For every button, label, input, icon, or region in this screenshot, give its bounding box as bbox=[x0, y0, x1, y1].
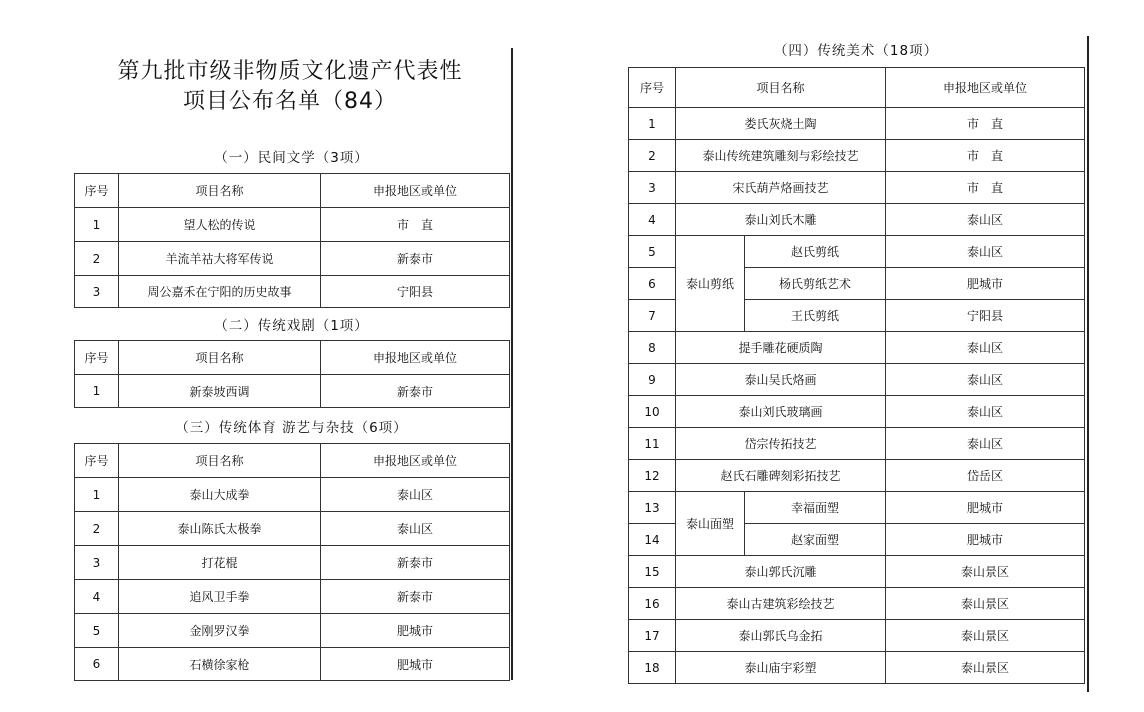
cell-no: 16 bbox=[629, 588, 676, 620]
cell-no: 9 bbox=[629, 364, 676, 396]
cell-unit: 肥城市 bbox=[886, 524, 1085, 556]
cell-unit: 肥城市 bbox=[321, 614, 510, 648]
cell-name: 石横徐家枪 bbox=[119, 648, 321, 681]
cell-unit: 泰山景区 bbox=[886, 652, 1085, 684]
table-row bbox=[629, 236, 1085, 268]
table-header-row bbox=[75, 444, 510, 478]
cell-no: 14 bbox=[629, 524, 676, 556]
cell-unit: 泰山区 bbox=[321, 478, 510, 512]
cell-no: 8 bbox=[629, 332, 676, 364]
cell-name: 泰山大成拳 bbox=[119, 478, 321, 512]
cell-name: 岱宗传拓技艺 bbox=[676, 428, 886, 460]
header-no: 序号 bbox=[75, 174, 119, 208]
table-header-row bbox=[75, 341, 510, 375]
cell-unit: 岱岳区 bbox=[886, 460, 1085, 492]
cell-no: 5 bbox=[629, 236, 676, 268]
header-no: 序号 bbox=[629, 68, 676, 108]
header-name: 项目名称 bbox=[119, 341, 321, 375]
cell-no: 12 bbox=[629, 460, 676, 492]
cell-group-dough-figure: 泰山面塑 bbox=[676, 492, 745, 556]
cell-no: 1 bbox=[75, 478, 119, 512]
cell-no: 1 bbox=[629, 108, 676, 140]
cell-name: 周公嘉禾在宁阳的历史故事 bbox=[119, 276, 321, 308]
cell-name: 王氏剪纸 bbox=[745, 300, 886, 332]
cell-unit: 泰山区 bbox=[886, 236, 1085, 268]
table-row bbox=[75, 208, 510, 242]
cell-name: 泰山陈氏太极拳 bbox=[119, 512, 321, 546]
cell-unit: 新泰市 bbox=[321, 580, 510, 614]
table-row bbox=[75, 580, 510, 614]
table-row bbox=[75, 546, 510, 580]
table-header-row bbox=[75, 174, 510, 208]
cell-unit: 泰山景区 bbox=[886, 620, 1085, 652]
cell-name: 羊流羊祜大将军传说 bbox=[119, 242, 321, 276]
cell-name: 赵氏剪纸 bbox=[745, 236, 886, 268]
cell-no: 4 bbox=[629, 204, 676, 236]
left-column-rule bbox=[511, 48, 513, 680]
table-row bbox=[629, 588, 1085, 620]
header-name: 项目名称 bbox=[119, 174, 321, 208]
table-row bbox=[629, 652, 1085, 684]
table-row bbox=[629, 396, 1085, 428]
page-title-line2: 项目公布名单（84） bbox=[183, 89, 397, 114]
cell-no: 5 bbox=[75, 614, 119, 648]
cell-unit: 泰山区 bbox=[886, 204, 1085, 236]
cell-unit: 新泰市 bbox=[321, 375, 510, 408]
header-no: 序号 bbox=[75, 341, 119, 375]
cell-unit: 肥城市 bbox=[321, 648, 510, 681]
cell-group-papercut: 泰山剪纸 bbox=[676, 236, 745, 332]
cell-name: 赵家面塑 bbox=[745, 524, 886, 556]
table-header-row bbox=[629, 68, 1085, 108]
cell-name: 杨氏剪纸艺术 bbox=[745, 268, 886, 300]
cell-unit: 肥城市 bbox=[886, 492, 1085, 524]
cell-no: 18 bbox=[629, 652, 676, 684]
cell-no: 17 bbox=[629, 620, 676, 652]
cell-unit: 泰山区 bbox=[886, 332, 1085, 364]
cell-unit: 肥城市 bbox=[886, 268, 1085, 300]
cell-unit: 市 直 bbox=[886, 108, 1085, 140]
cell-unit: 泰山区 bbox=[886, 396, 1085, 428]
table-row bbox=[75, 375, 510, 408]
header-name: 项目名称 bbox=[119, 444, 321, 478]
cell-name: 泰山郭氏沉雕 bbox=[676, 556, 886, 588]
cell-name: 泰山古建筑彩绘技艺 bbox=[676, 588, 886, 620]
table-row bbox=[629, 364, 1085, 396]
table-row bbox=[629, 460, 1085, 492]
cell-name: 泰山吴氏烙画 bbox=[676, 364, 886, 396]
table-row bbox=[629, 172, 1085, 204]
cell-no: 1 bbox=[75, 375, 119, 408]
cell-name: 赵氏石雕碑刻彩拓技艺 bbox=[676, 460, 886, 492]
cell-no: 3 bbox=[75, 546, 119, 580]
cell-unit: 新泰市 bbox=[321, 546, 510, 580]
table-row bbox=[629, 108, 1085, 140]
header-name: 项目名称 bbox=[676, 68, 886, 108]
table-row bbox=[75, 242, 510, 276]
cell-no: 7 bbox=[629, 300, 676, 332]
header-unit: 申报地区或单位 bbox=[886, 68, 1085, 108]
table-row bbox=[75, 478, 510, 512]
table-row bbox=[75, 648, 510, 681]
cell-no: 15 bbox=[629, 556, 676, 588]
cell-no: 13 bbox=[629, 492, 676, 524]
cell-no: 2 bbox=[75, 512, 119, 546]
page-title-line1: 第九批市级非物质文化遗产代表性 bbox=[117, 59, 463, 84]
table-folk-literature bbox=[74, 173, 510, 308]
section-heading-sports-games: （三）传统体育 游艺与杂技（6项） bbox=[175, 420, 408, 436]
table-row bbox=[629, 492, 1085, 524]
cell-name: 幸福面塑 bbox=[745, 492, 886, 524]
table-row bbox=[629, 620, 1085, 652]
cell-no: 4 bbox=[75, 580, 119, 614]
table-row bbox=[629, 204, 1085, 236]
header-unit: 申报地区或单位 bbox=[321, 341, 510, 375]
cell-unit: 宁阳县 bbox=[886, 300, 1085, 332]
header-no: 序号 bbox=[75, 444, 119, 478]
table-row bbox=[75, 614, 510, 648]
cell-unit: 泰山区 bbox=[886, 428, 1085, 460]
cell-unit: 泰山区 bbox=[886, 364, 1085, 396]
cell-no: 2 bbox=[629, 140, 676, 172]
cell-name: 娄氏灰烧土陶 bbox=[676, 108, 886, 140]
table-row bbox=[629, 556, 1085, 588]
cell-unit: 宁阳县 bbox=[321, 276, 510, 308]
table-row bbox=[75, 512, 510, 546]
cell-name: 金刚罗汉拳 bbox=[119, 614, 321, 648]
table-traditional-art bbox=[628, 67, 1085, 684]
section-heading-traditional-art: （四）传统美术（18项） bbox=[773, 43, 939, 59]
table-traditional-drama bbox=[74, 340, 510, 408]
cell-name: 泰山庙宇彩塑 bbox=[676, 652, 886, 684]
cell-name: 新泰坡西调 bbox=[119, 375, 321, 408]
cell-no: 3 bbox=[75, 276, 119, 308]
table-sports-games bbox=[74, 443, 510, 681]
cell-no: 10 bbox=[629, 396, 676, 428]
header-unit: 申报地区或单位 bbox=[321, 174, 510, 208]
cell-no: 11 bbox=[629, 428, 676, 460]
right-column-rule bbox=[1087, 36, 1089, 692]
cell-unit: 市 直 bbox=[886, 140, 1085, 172]
section-heading-folk-literature: （一）民间文学（3项） bbox=[214, 150, 369, 166]
table-row bbox=[75, 276, 510, 308]
cell-name: 宋氏葫芦烙画技艺 bbox=[676, 172, 886, 204]
section-heading-traditional-drama: （二）传统戏剧（1项） bbox=[214, 318, 369, 334]
cell-no: 6 bbox=[75, 648, 119, 681]
table-row bbox=[629, 332, 1085, 364]
cell-unit: 市 直 bbox=[886, 172, 1085, 204]
table-row bbox=[629, 428, 1085, 460]
header-unit: 申报地区或单位 bbox=[321, 444, 510, 478]
cell-name: 望人松的传说 bbox=[119, 208, 321, 242]
cell-unit: 市 直 bbox=[321, 208, 510, 242]
cell-no: 6 bbox=[629, 268, 676, 300]
cell-name: 追风卫手拳 bbox=[119, 580, 321, 614]
cell-name: 泰山郭氏乌金拓 bbox=[676, 620, 886, 652]
cell-unit: 泰山景区 bbox=[886, 556, 1085, 588]
cell-unit: 新泰市 bbox=[321, 242, 510, 276]
cell-name: 泰山刘氏木雕 bbox=[676, 204, 886, 236]
cell-name: 提手雕花硬质陶 bbox=[676, 332, 886, 364]
cell-unit: 泰山景区 bbox=[886, 588, 1085, 620]
cell-no: 1 bbox=[75, 208, 119, 242]
table-row bbox=[629, 140, 1085, 172]
cell-unit: 泰山区 bbox=[321, 512, 510, 546]
cell-name: 打花棍 bbox=[119, 546, 321, 580]
cell-no: 2 bbox=[75, 242, 119, 276]
cell-name: 泰山传统建筑雕刻与彩绘技艺 bbox=[676, 140, 886, 172]
cell-name: 泰山刘氏玻璃画 bbox=[676, 396, 886, 428]
cell-no: 3 bbox=[629, 172, 676, 204]
